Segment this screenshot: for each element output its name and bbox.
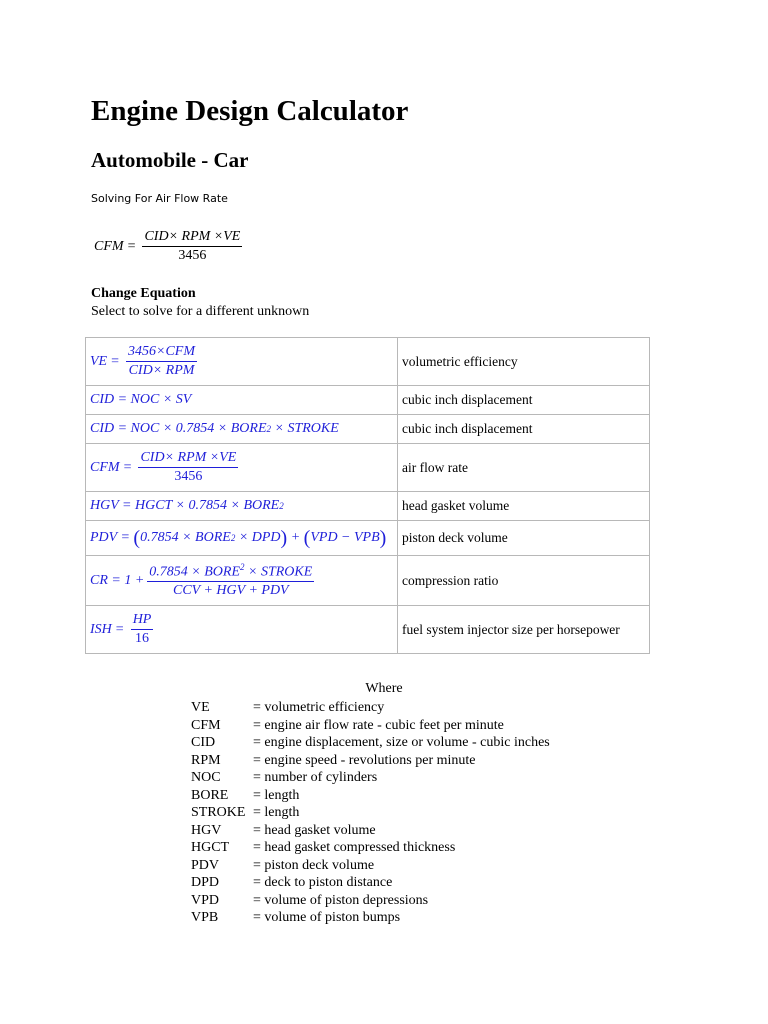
definition-text: = engine speed - revolutions per minute (253, 752, 476, 768)
definition-symbol: VPB (191, 910, 219, 925)
definition-symbol: PDV (191, 857, 220, 873)
equation-exponent: 2 (240, 561, 245, 572)
equation-row-ish (86, 606, 650, 654)
definition-symbol: DPD (191, 875, 220, 890)
equation-numerator-term: × STROKE (244, 564, 313, 580)
equation-lhs: PDV = (90, 530, 134, 545)
definition-row (191, 839, 550, 857)
definition-row (191, 892, 550, 910)
equation-row-cfm (86, 444, 650, 492)
equation-numerator: CID× RPM ×VE (138, 450, 238, 468)
equation-expression-tail: × STROKE (271, 421, 339, 436)
definition-text: = volume of piston bumps (253, 910, 401, 925)
equation-lhs: CR = 1 + (90, 572, 145, 588)
definition-row (191, 857, 550, 875)
definition-symbol: BORE (191, 787, 229, 803)
definition-row (191, 769, 550, 787)
definition-symbol: RPM (191, 752, 221, 768)
open-paren-glyph: ( (133, 526, 141, 549)
equation-term: × DPD (235, 530, 281, 545)
equation-description: compression ratio (398, 556, 650, 606)
equation-row-cid-sv (86, 386, 650, 415)
equation-term: 0.7854 × BORE (140, 530, 231, 545)
equation-table (85, 337, 650, 654)
equation-numerator: 3456×CFM (126, 344, 197, 362)
main-equation-equals: = (127, 238, 136, 254)
equation-denominator: 3456 (174, 469, 203, 484)
definition-symbol: HGCT (191, 840, 230, 855)
equation-exponent: 2 (266, 424, 272, 434)
definition-text: = volume of piston depressions (253, 892, 429, 908)
equation-fraction (138, 450, 238, 485)
definition-text: = length (253, 787, 300, 803)
definition-symbol: STROKE (191, 805, 246, 820)
close-paren-glyph: ) (280, 526, 288, 549)
equation-exponent: 2 (279, 501, 284, 511)
equation-fraction (126, 344, 197, 379)
equation-denominator: 16 (135, 631, 150, 646)
equation-operator: + (287, 530, 304, 545)
definition-row (191, 699, 550, 717)
where-heading: Where (365, 681, 403, 696)
change-equation-heading: Change Equation (91, 286, 196, 301)
equation-numerator-term: 0.7854 × BORE (149, 564, 241, 580)
definition-symbol: VE (191, 700, 210, 715)
definition-row (191, 734, 550, 752)
equation-numerator: HP (131, 612, 154, 630)
equation-description: air flow rate (398, 444, 650, 492)
equation-exponent: 2 (230, 533, 236, 543)
equation-link-pdv[interactable] (86, 521, 398, 556)
definition-symbol: HGV (191, 822, 222, 838)
equation-link-cid-sv[interactable] (86, 386, 398, 415)
page-title: Engine Design Calculator (91, 95, 409, 127)
definition-row (191, 752, 550, 770)
equation-fraction (131, 612, 154, 647)
definition-text: = piston deck volume (253, 857, 375, 873)
equation-row-hgv (86, 492, 650, 521)
equation-expression: CID = NOC × SV (90, 392, 192, 407)
definition-symbol: CID (191, 735, 216, 750)
definition-text: = length (253, 805, 300, 820)
equation-term: VPD − VPB (310, 530, 380, 545)
equation-link-cfm[interactable]: CFM = $\frac{\text{CID× RPM ×VE}}{3456}$ (86, 444, 398, 492)
equation-description: head gasket volume (398, 492, 650, 521)
page-subtitle: Automobile - Car (91, 148, 249, 172)
change-equation-subtext: Select to solve for a different unknown (91, 304, 310, 319)
equation-row-cid-bore (86, 415, 650, 444)
equation-lhs: ISH (90, 621, 112, 637)
main-equation-fraction (142, 229, 242, 264)
equation-denominator: CCV + HGV + PDV (173, 583, 289, 599)
definition-symbol: CFM (191, 717, 221, 733)
equation-description: cubic inch displacement (398, 386, 650, 415)
definition-row (191, 874, 550, 892)
equation-link-hgv[interactable] (86, 492, 398, 521)
main-equation-lhs: CFM (94, 238, 124, 254)
definition-text: = head gasket volume (253, 822, 376, 838)
solving-for-label: Solving For Air Flow Rate (91, 192, 228, 205)
definition-text: = head gasket compressed thickness (253, 840, 456, 855)
equation-numerator (147, 562, 314, 583)
variable-definitions (191, 699, 550, 927)
equation-description: volumetric efficiency (398, 338, 650, 386)
definition-text: = volumetric efficiency (253, 700, 385, 715)
definition-symbol: NOC (191, 770, 221, 785)
definition-text: = engine displacement, size or volume - cubic inches (253, 735, 550, 750)
definition-row (191, 787, 550, 805)
equation-row-cr (86, 556, 650, 606)
equation-row-pdv (86, 521, 650, 556)
equation-description: cubic inch displacement (398, 415, 650, 444)
equation-link-ish[interactable]: ISH = $\frac{HP}{16}$ (86, 606, 398, 654)
equation-description: fuel system injector size per horsepower (398, 606, 650, 654)
main-equation-denominator: 3456 (178, 248, 207, 263)
definition-row (191, 717, 550, 735)
definition-row (191, 804, 550, 822)
equation-expression: HGV = HGCT × 0.7854 × BORE (90, 498, 280, 513)
definition-text: = engine air flow rate - cubic feet per minute (253, 717, 504, 733)
close-paren-glyph: ) (379, 526, 387, 549)
equation-link-cr[interactable] (86, 556, 398, 606)
main-equation (94, 229, 245, 264)
equation-expression: CID = NOC × 0.7854 × BORE (90, 421, 267, 436)
definition-row (191, 822, 550, 840)
equation-description: piston deck volume (398, 521, 650, 556)
definition-text: = number of cylinders (253, 770, 378, 785)
equation-denominator: CID× RPM (128, 363, 195, 378)
definition-text: = deck to piston distance (253, 875, 393, 890)
equation-link-ve[interactable]: VE = $\frac{\text{3456×CFM}}{\text{CID× RPM}}$ (86, 338, 398, 386)
main-equation-numerator: CID× RPM ×VE (142, 229, 242, 247)
definition-row (191, 909, 550, 927)
equation-fraction (147, 562, 314, 600)
equation-link-cid-bore[interactable] (86, 415, 398, 444)
definition-symbol: VPD (191, 892, 220, 908)
equation-lhs: CFM (90, 459, 120, 475)
equation-lhs: VE (90, 353, 108, 369)
open-paren-glyph: ( (303, 526, 311, 549)
equation-row-ve (86, 338, 650, 386)
